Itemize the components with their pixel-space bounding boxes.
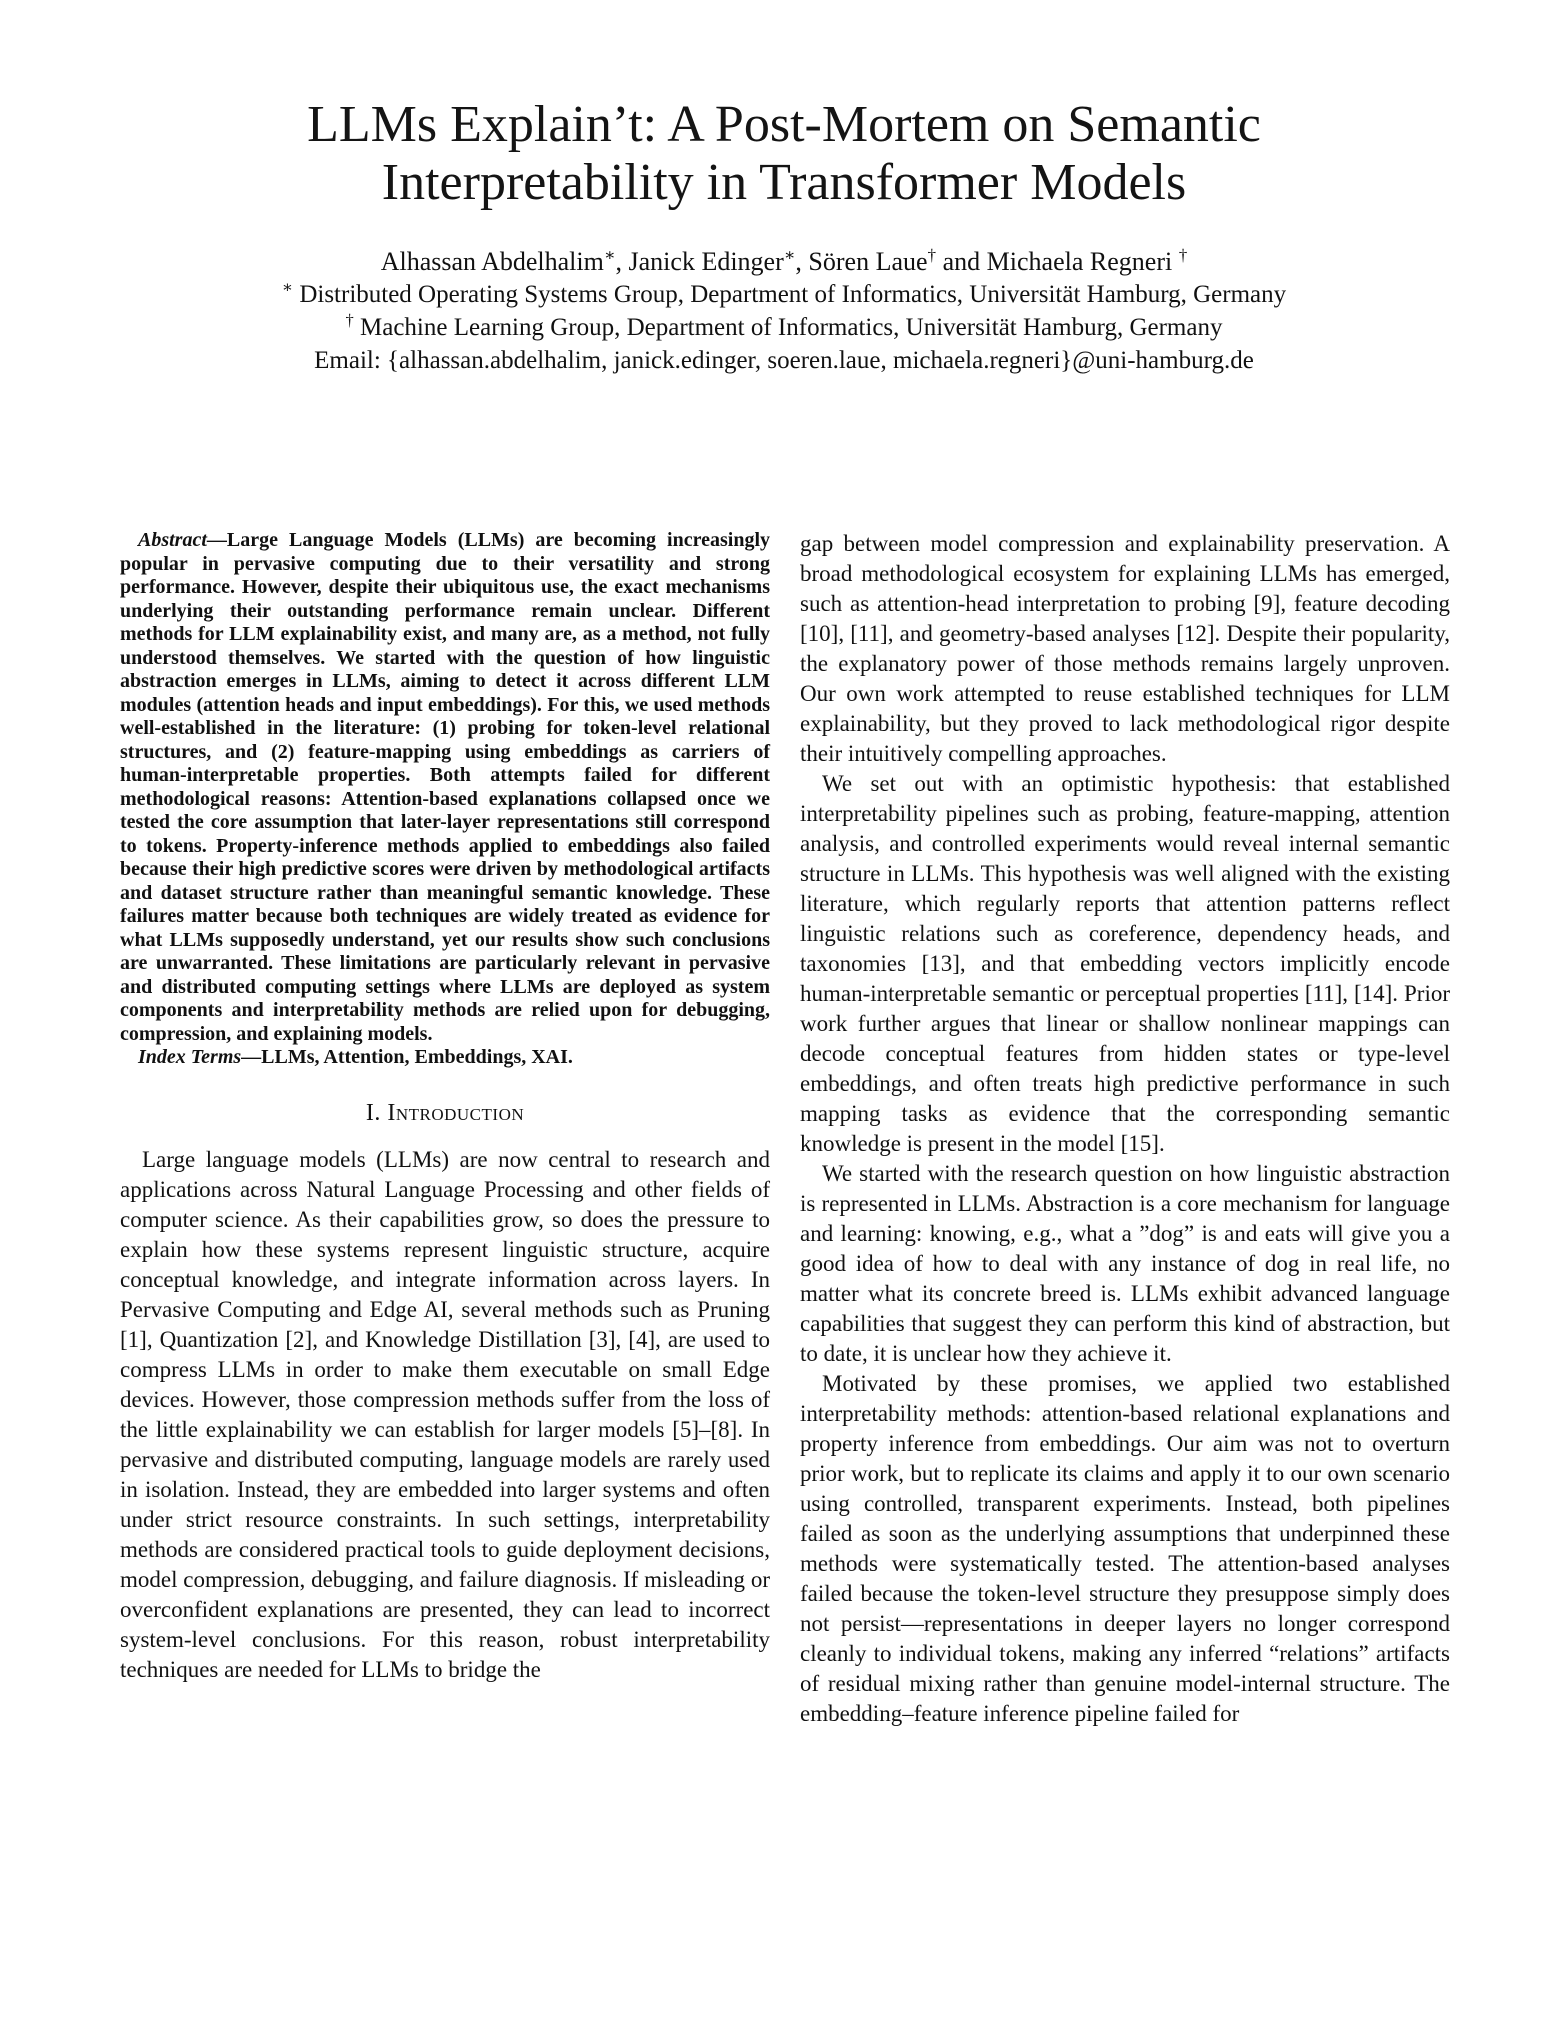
paper-title: LLMs Explain’t: A Post-Mortem on Semantic Interpretability in Transformer Models xyxy=(307,96,1261,211)
section-heading-introduction xyxy=(120,1100,770,1127)
column-right xyxy=(800,529,1450,1729)
section-title: Introduction xyxy=(387,1099,525,1126)
email-line: Email: {alhassan.abdelhalim, janick.edinger, soeren.laue, michaela.regneri}@uni-hamburg.de xyxy=(314,347,1254,374)
author-1: Alhassan Abdelhalim xyxy=(380,247,604,276)
index-terms-label: Index Terms xyxy=(138,1046,242,1068)
body-paragraph: We started with the research question on how linguistic abstraction is represented in LLMs. Abstraction is a core mechanism for language and learning: knowing, e.g., what a ”dog” is and eats will give you a good idea of how to deal with any instance of dog in real life, no matter what its concrete breed is. LLMs exhibit advanced language capabilities that suggest they can perform this kind of abstraction, but to date, it is unclear how they achieve it. xyxy=(800,1161,1450,1366)
affiliation-dagger-text: Machine Learning Group, Department of Informatics, Universität Hamburg, Germany xyxy=(360,314,1223,341)
author-3: , Sören Laue xyxy=(795,247,928,276)
body-paragraph: Large language models (LLMs) are now central to research and applications across Natural Language Processing and other fields of computer science. As their capabilities grow, so does the pressure to explain how these systems represent linguistic structure, acquire conceptual knowledge, and integrate information across layers. In Pervasive Computing and Edge AI, several methods such as Pruning [1], Quantization [2], and Knowledge Distillation [3], [4], are used to compress LLMs in order to make them executable on small Edge devices. However, those compression methods suffer from the loss of the little explainability we can establish for larger models [5]–[8]. In pervasive and distributed computing, language models are rarely used in isolation. Instead, they are embedded into larger systems and often under strict resource constraints. In such settings, interpretability methods are considered practical tools to guide deployment decisions, model compression, debugging, and failure diagnosis. If misleading or overconfident explanations are presented, they can lead to incorrect system-level conclusions. For this reason, robust interpretability techniques are needed for LLMs to bridge the xyxy=(120,1146,770,1682)
index-terms-paragraph xyxy=(120,1046,770,1070)
affiliation-dagger-marker: † xyxy=(345,310,354,330)
intro-body-right xyxy=(800,529,1450,1729)
affiliation-asterisk-marker: ∗ xyxy=(281,277,294,297)
body-paragraph: Motivated by these promises, we applied two established interpretability methods: attention-based relational explanations and property inference from embeddings. Our aim was not to overturn prior work, but to replicate its claims and apply it to our own scenario using controlled, transparent experiments. Instead, both pipelines failed as soon as the underlying assumptions that underpinned these methods were systematically tested. The attention-based analyses failed because the token-level structure they presuppose simply does not persist—representations in deeper layers no longer correspond cleanly to individual tokens, making any inferred “relations” artifacts of residual mixing rather than genuine model-internal structure. The embedding–feature inference pipeline failed for xyxy=(800,1371,1450,1726)
affiliation-distributed-systems xyxy=(0,278,1568,311)
author-4-marker: † xyxy=(1178,245,1188,265)
author-3-marker: † xyxy=(927,245,937,265)
two-column-body xyxy=(120,529,1450,1729)
abstract-paragraph xyxy=(120,529,770,1046)
index-terms-text: —LLMs, Attention, Embeddings, XAI. xyxy=(241,1046,573,1068)
body-paragraph-continuation: gap between model compression and explainability preservation. A broad methodological ecosystem for explaining LLMs has emerged, such as attention-head interpretation to probing [9], feature decoding [10], [11], and geometry-based analyses [12]. Despite their popularity, the explanatory power of those methods remains largely unproven. Our own work attempted to reuse established techniques for LLM explainability, but they proved to lack methodological rigor despite their intuitively compelling approaches. xyxy=(800,531,1450,766)
body-paragraph: We set out with an optimistic hypothesis: that established interpretability pipelines such as probing, feature-mapping, attention analysis, and controlled experiments would reveal internal semantic structure in LLMs. This hypothesis was well aligned with the existing literature, which regularly reports that attention patterns reflect linguistic relations such as coreference, dependency heads, and taxonomies [13], and that embedding vectors implicitly encode human-interpretable semantic or perceptual properties [11], [14]. Prior work further argues that linear or shallow nonlinear mappings can decode conceptual features from hidden states or type-level embeddings, and often treats high predictive performance in such mapping tasks as evidence that the corresponding semantic knowledge is present in the model [15]. xyxy=(800,771,1450,1156)
section-number: I. xyxy=(365,1099,381,1126)
affiliation-asterisk-text: Distributed Operating Systems Group, Department of Informatics, Universität Hamburg, Germany xyxy=(299,281,1287,308)
abstract-text: —Large Language Models (LLMs) are becoming increasingly popular in pervasive computing due to their versatility and strong performance. However, despite their ubiquitous use, the exact mechanisms underlying their outstanding performance remain unclear. Different methods for LLM explainability exist, and many are, as a method, not fully understood themselves. We started with the question of how linguistic abstraction emerges in LLMs, aiming to detect it across different LLM modules (attention heads and input embeddings). For this, we used methods well-established in the literature: (1) probing for token-level relational structures, and (2) feature-mapping using embeddings as carriers of human-interpretable properties. Both attempts failed for different methodological reasons: Attention-based explanations collapsed once we tested the core assumption that later-layer representations still correspond to tokens. Property-inference methods applied to embeddings also failed because their high predictive scores were driven by methodological artifacts and dataset structure rather than meaningful semantic knowledge. These failures matter because both techniques are widely treated as evidence for what LLMs supposedly understand, yet our results show such conclusions are unwarranted. These limitations are particularly relevant in pervasive and distributed computing settings where LLMs are deployed as system components and interpretability methods are relied upon for debugging, compression, and explaining models. xyxy=(120,529,770,1045)
author-2: , Janick Edinger xyxy=(615,247,784,276)
author-4: and Michaela Regneri xyxy=(936,247,1179,276)
index-terms-section xyxy=(120,1046,770,1070)
author-2-marker: ∗ xyxy=(783,245,796,265)
affiliation-machine-learning xyxy=(0,311,1568,344)
column-left xyxy=(120,529,770,1729)
abstract-label: Abstract xyxy=(138,529,207,551)
intro-body-left xyxy=(120,1145,770,1685)
author-1-marker: ∗ xyxy=(603,245,616,265)
abstract-section xyxy=(120,529,770,1046)
author-line xyxy=(0,246,1568,278)
